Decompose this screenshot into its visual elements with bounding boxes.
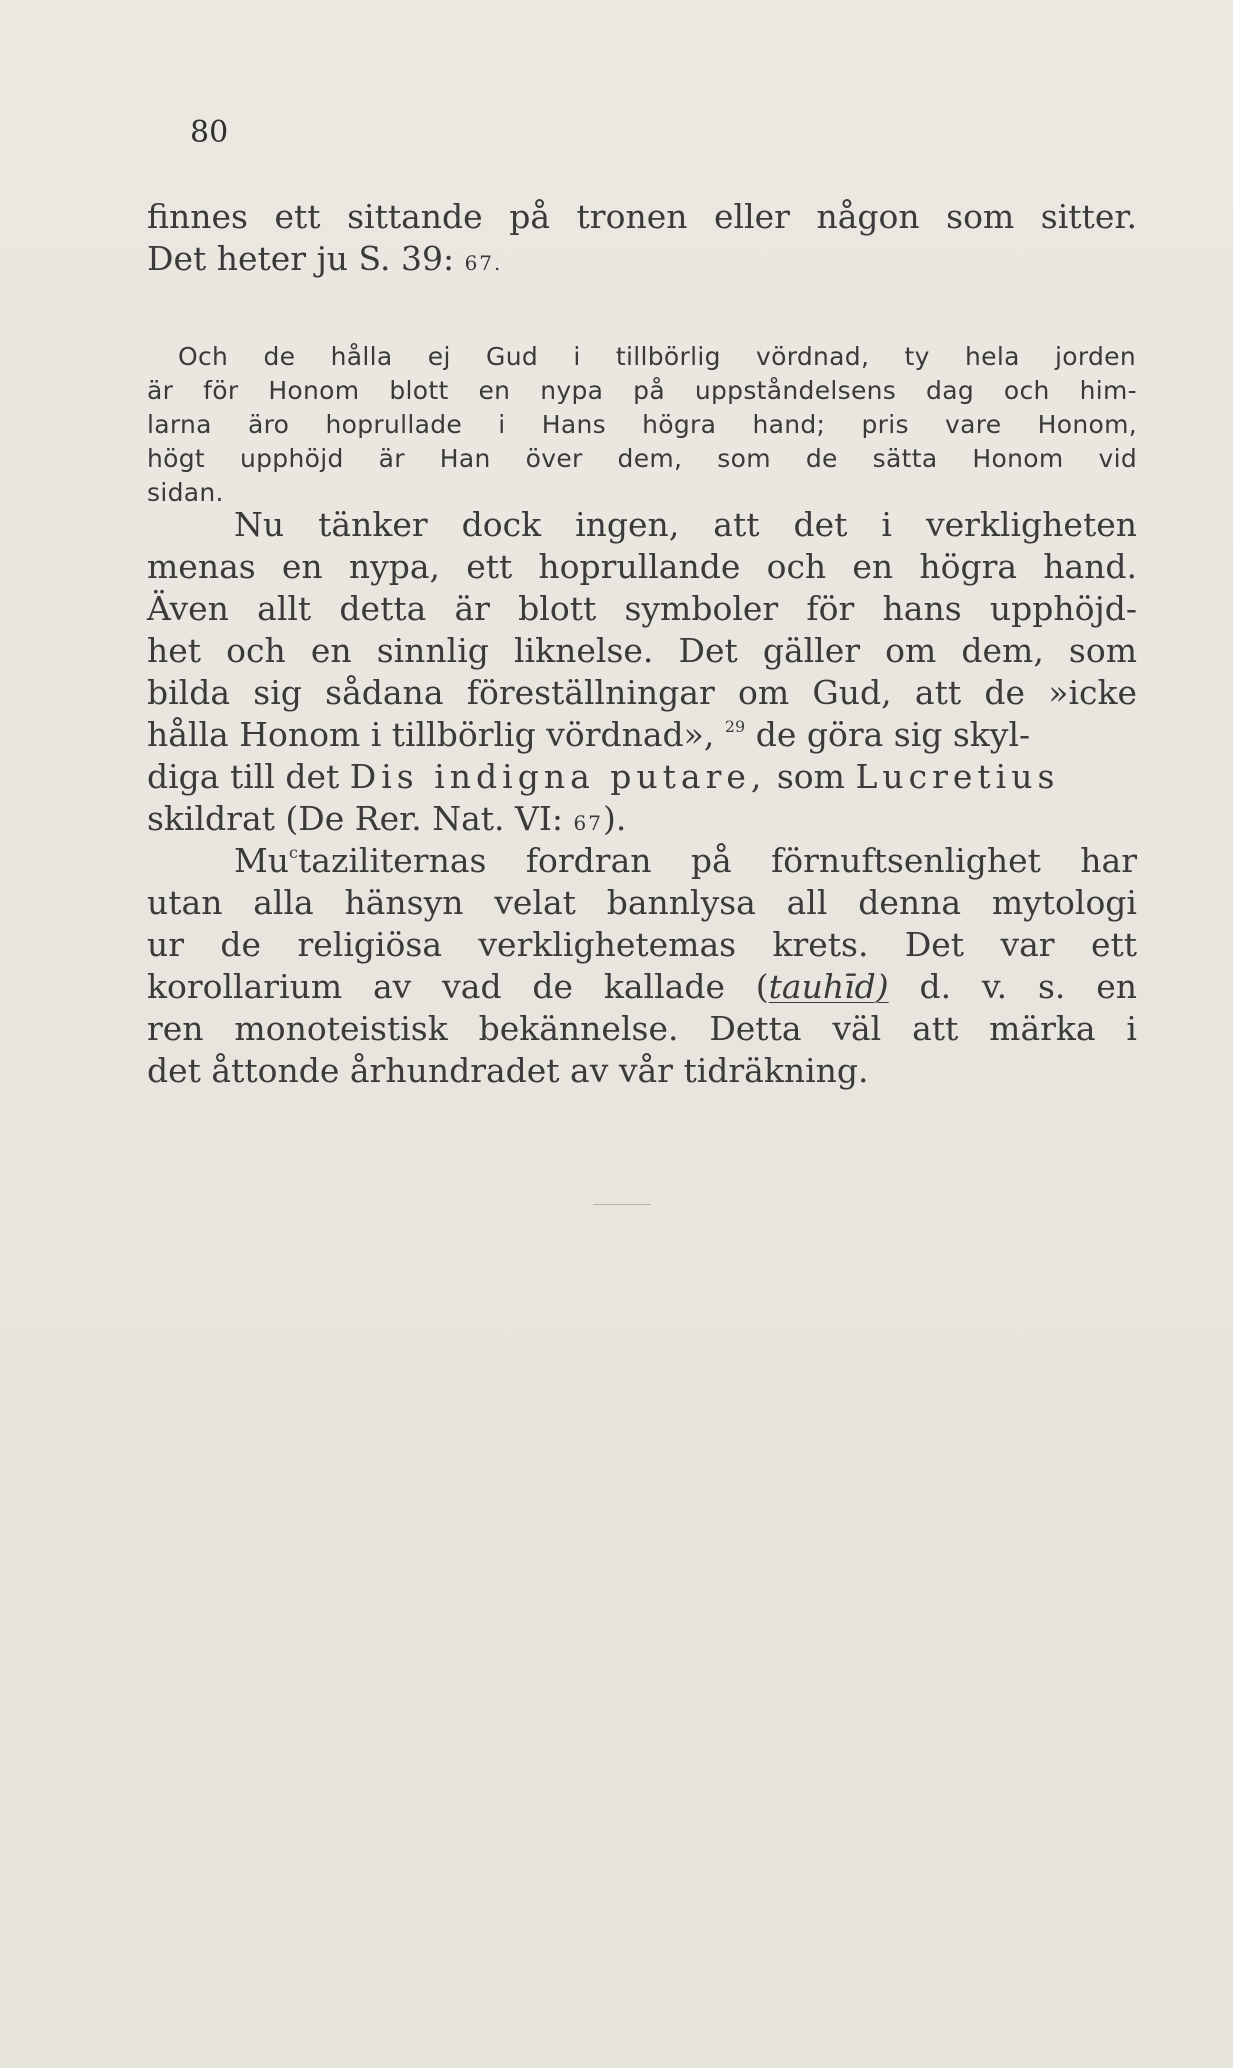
text-line-content: Även allt detta är blott symboler för hans upphöjd- — [147, 589, 1137, 628]
text-line-content: det åttonde århundradet av vår tidräkning. — [147, 1051, 869, 1090]
text-line-content: utan alla hänsyn velat bannlysa all denna mytologi — [147, 883, 1137, 922]
text-line-content: Nu tänker dock ingen, att det i verkligheten — [234, 505, 1137, 544]
superscript-letter: c — [289, 843, 299, 862]
text-line — [147, 588, 1137, 630]
quote-line-content: Och de hålla ej Gud i tillbörlig vördnad, ty hela jorden — [178, 342, 1136, 371]
emphasized-latin-quote: Dis indigna putare, — [349, 757, 767, 796]
text-line — [234, 504, 1137, 546]
text-line — [147, 714, 1137, 756]
text-line — [147, 196, 1137, 238]
quote-line — [178, 340, 1136, 374]
text-line — [147, 756, 1137, 798]
text-line — [147, 672, 1137, 714]
text-line-content: het och en sinnlig liknelse. Det gäller om dem, som — [147, 631, 1137, 670]
text-line-content: skildrat (De Rer. Nat. VI: — [147, 799, 574, 838]
text-line — [147, 924, 1137, 966]
text-line-content: hålla Honom i tillbörlig vördnad», — [147, 715, 725, 754]
emphasized-name: Lucretius — [855, 757, 1060, 796]
text-line-content: diga till det — [147, 757, 350, 796]
text-line — [147, 238, 1137, 280]
quote-line-content: högt upphöjd är Han över dem, som de sätta Honom vid — [147, 444, 1137, 473]
quote-line-content: sidan. — [147, 478, 224, 507]
text-line-content: som — [766, 757, 856, 796]
text-line-content: taziliternas fordran på förnuftsenlighet har — [298, 841, 1137, 880]
footnote-marker: 29 — [724, 717, 746, 736]
verse-reference: 67. — [464, 251, 503, 275]
verse-reference: 67 — [573, 811, 603, 835]
text-line — [147, 966, 1137, 1008]
italic-term: tauhīd) — [768, 967, 889, 1006]
quote-line-content: larna äro hoprullade i Hans högra hand; pris vare Honom, — [147, 410, 1137, 439]
text-line-content: Det heter ju S. 39: — [147, 239, 465, 278]
text-line — [147, 1050, 1137, 1092]
text-line-content: menas en nypa, ett hoprullande och en högra hand. — [147, 547, 1137, 586]
section-divider — [593, 1204, 651, 1205]
quote-line — [147, 408, 1137, 442]
text-line-content: ). — [602, 799, 627, 838]
quote-line-content: är för Honom blott en nypa på uppståndelsens dag och him- — [147, 376, 1137, 405]
quote-line — [147, 442, 1137, 476]
text-line-content: bilda sig sådana föreställningar om Gud, att de »icke — [147, 673, 1137, 712]
text-line-content: Mu — [234, 841, 290, 880]
text-line-content: finnes ett sittande på tronen eller någon som sitter. — [147, 197, 1137, 236]
text-line — [234, 840, 1137, 882]
text-line — [147, 546, 1137, 588]
text-line — [147, 1008, 1137, 1050]
text-line-content: korollarium av vad de kallade ( — [147, 967, 769, 1006]
text-line — [147, 630, 1137, 672]
text-line-content: ur de religiösa verklighetemas krets. Det var ett — [147, 925, 1137, 964]
text-line — [147, 882, 1137, 924]
text-line-content: d. v. s. en — [888, 967, 1137, 1006]
text-line-content: de göra sig skyl- — [745, 715, 1031, 754]
page-number: 80 — [190, 115, 229, 150]
quote-line — [147, 374, 1137, 408]
text-line-content: ren monoteistisk bekännelse. Detta väl att märka i — [147, 1009, 1137, 1048]
text-line — [147, 798, 1137, 840]
